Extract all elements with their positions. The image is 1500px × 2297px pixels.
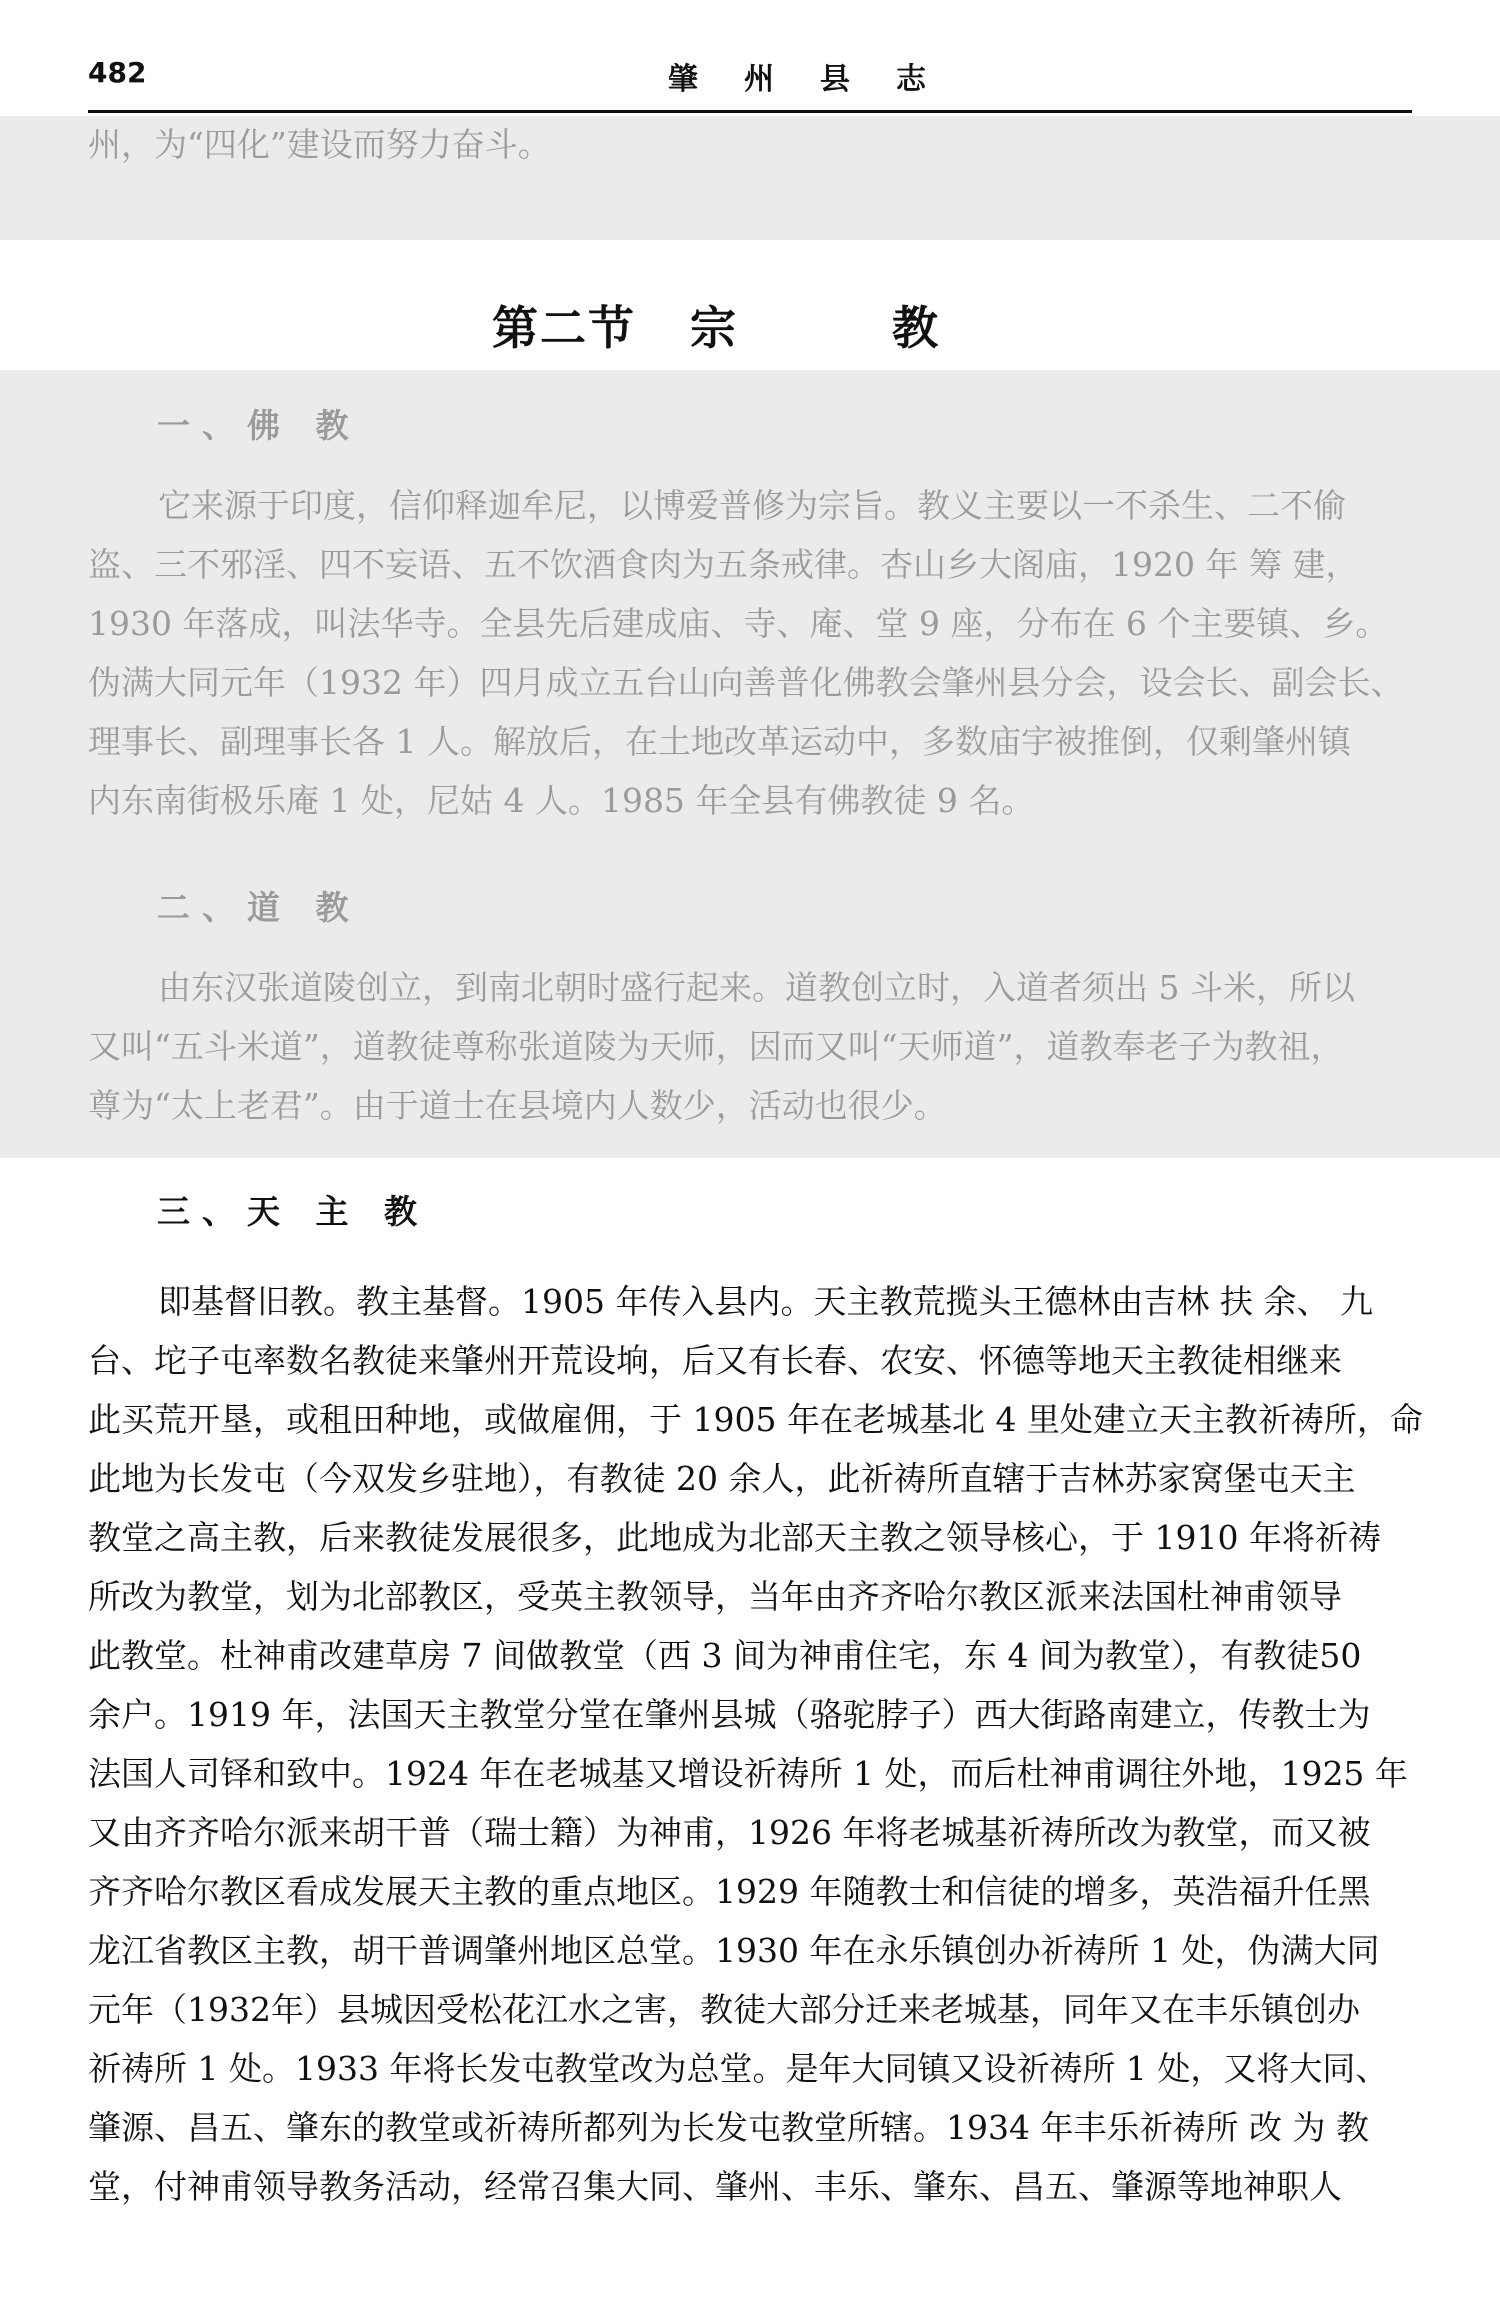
text-line: 它来源于印度，信仰释迦牟尼，以博爱普修为宗旨。教义主要以一不杀生、二不偷: [158, 486, 1346, 525]
text-line: 台、坨子屯率数名教徒来肇州开荒设垧，后又有长春、农安、怀德等地天主教徒相继来: [88, 1341, 1342, 1380]
section-title-word: 宗 教: [689, 301, 1008, 355]
paragraph-buddhism: [88, 476, 1428, 830]
book-title: 肇州县志: [668, 62, 972, 97]
text-line: 尊为“太上老君”。由于道士在县境内人数少，活动也很少。: [88, 1086, 947, 1125]
text-line: 龙江省教区主教，胡干普调肇州地区总堂。1930 年在永乐镇创办祈祷所 1 处，伪满大同: [88, 1931, 1380, 1970]
text-line: 又由齐齐哈尔派来胡干普（瑞士籍）为神甫，1926 年将老城基祈祷所改为教堂，而又被: [88, 1813, 1371, 1852]
subsection-heading-buddhism: 一、佛 教: [157, 406, 361, 445]
text-line: 祈祷所 1 处。1933 年将长发屯教堂改为总堂。是年大同镇又设祈祷所 1 处，又将大同、: [88, 2049, 1389, 2088]
text-line: 齐齐哈尔教区看成发展天主教的重点地区。1929 年随教士和信徒的增多，英浩福升任黑: [88, 1872, 1371, 1911]
section-title-number: 第二节: [491, 301, 636, 355]
page-number: 482: [88, 56, 147, 89]
text-line: 此买荒开垦，或租田种地，或做雇佣，于 1905 年在老城基北 4 里处建立天主教祈祷所，命: [88, 1400, 1423, 1439]
text-line: 内东南街极乐庵 1 处，尼姑 4 人。1985 年全县有佛教徒 9 名。: [88, 781, 1035, 820]
text-line: 理事长、副理事长各 1 人。解放后，在土地改革运动中，多数庙宇被推倒，仅剩肇州镇: [88, 722, 1351, 761]
text-line: 1930 年落成，叫法华寺。全县先后建成庙、寺、庵、堂 9 座，分布在 6 个主要镇、乡。: [88, 604, 1389, 643]
carryover-line: 州，为“四化”建设而努力奋斗。: [88, 125, 551, 164]
text-line: 堂，付神甫领导教务活动，经常召集大同、肇州、丰乐、肇东、昌五、肇源等地神职人: [88, 2167, 1342, 2206]
text-line: 法国人司铎和致中。1924 年在老城基又增设祈祷所 1 处，而后杜神甫调往外地，1925 年: [88, 1754, 1408, 1793]
text-line: 此地为长发屯（今双发乡驻地），有教徒 20 余人，此祈祷所直辖于吉林苏家窝堡屯天主: [88, 1459, 1356, 1498]
running-header: [88, 52, 1412, 113]
text-line: 又叫“五斗米道”，道教徒尊称张道陵为天师，因而又叫“天师道”，道教奉老子为教祖，: [88, 1027, 1344, 1066]
text-line: 伪满大同元年（1932 年）四月成立五台山向善普化佛教会肇州县分会，设会长、副会长、: [88, 663, 1404, 702]
subsection-heading-catholicism: 三、天 主 教: [157, 1192, 429, 1231]
text-line: 由东汉张道陵创立，到南北朝时盛行起来。道教创立时，入道者须出 5 斗米，所以: [158, 968, 1355, 1007]
subsection-heading-taoism: 二、道 教: [157, 888, 361, 927]
text-line: 所改为教堂，划为北部教区，受英主教领导，当年由齐齐哈尔教区派来法国杜神甫领导: [88, 1577, 1342, 1616]
section-title: [0, 292, 1500, 358]
text-line: 盗、三不邪淫、四不妄语、五不饮酒食肉为五条戒律。杏山乡大阁庙，1920 年 筹 建，: [88, 545, 1359, 584]
paragraph-taoism: [88, 958, 1428, 1135]
text-line: 即基督旧教。教主基督。1905 年传入县内。天主教荒揽头王德林由吉林 扶 余、 九: [158, 1282, 1373, 1321]
text-line: 余户。1919 年，法国天主教堂分堂在肇州县城（骆驼脖子）西大街路南建立，传教士为: [88, 1695, 1371, 1734]
text-line: 元年（1932年）县城因受松花江水之害，教徒大部分迁来老城基，同年又在丰乐镇创办: [88, 1990, 1360, 2029]
text-line: 此教堂。杜神甫改建草房 7 间做教堂（西 3 间为神甫住宅，东 4 间为教堂），有教徒50: [88, 1636, 1362, 1675]
text-line: 肇源、昌五、肇东的教堂或祈祷所都列为长发屯教堂所辖。1934 年丰乐祈祷所 改 为 教: [88, 2108, 1369, 2147]
paragraph-catholicism: [88, 1272, 1428, 2216]
text-line: 教堂之高主教，后来教徒发展很多，此地成为北部天主教之领导核心，于 1910 年将祈祷: [88, 1518, 1381, 1557]
